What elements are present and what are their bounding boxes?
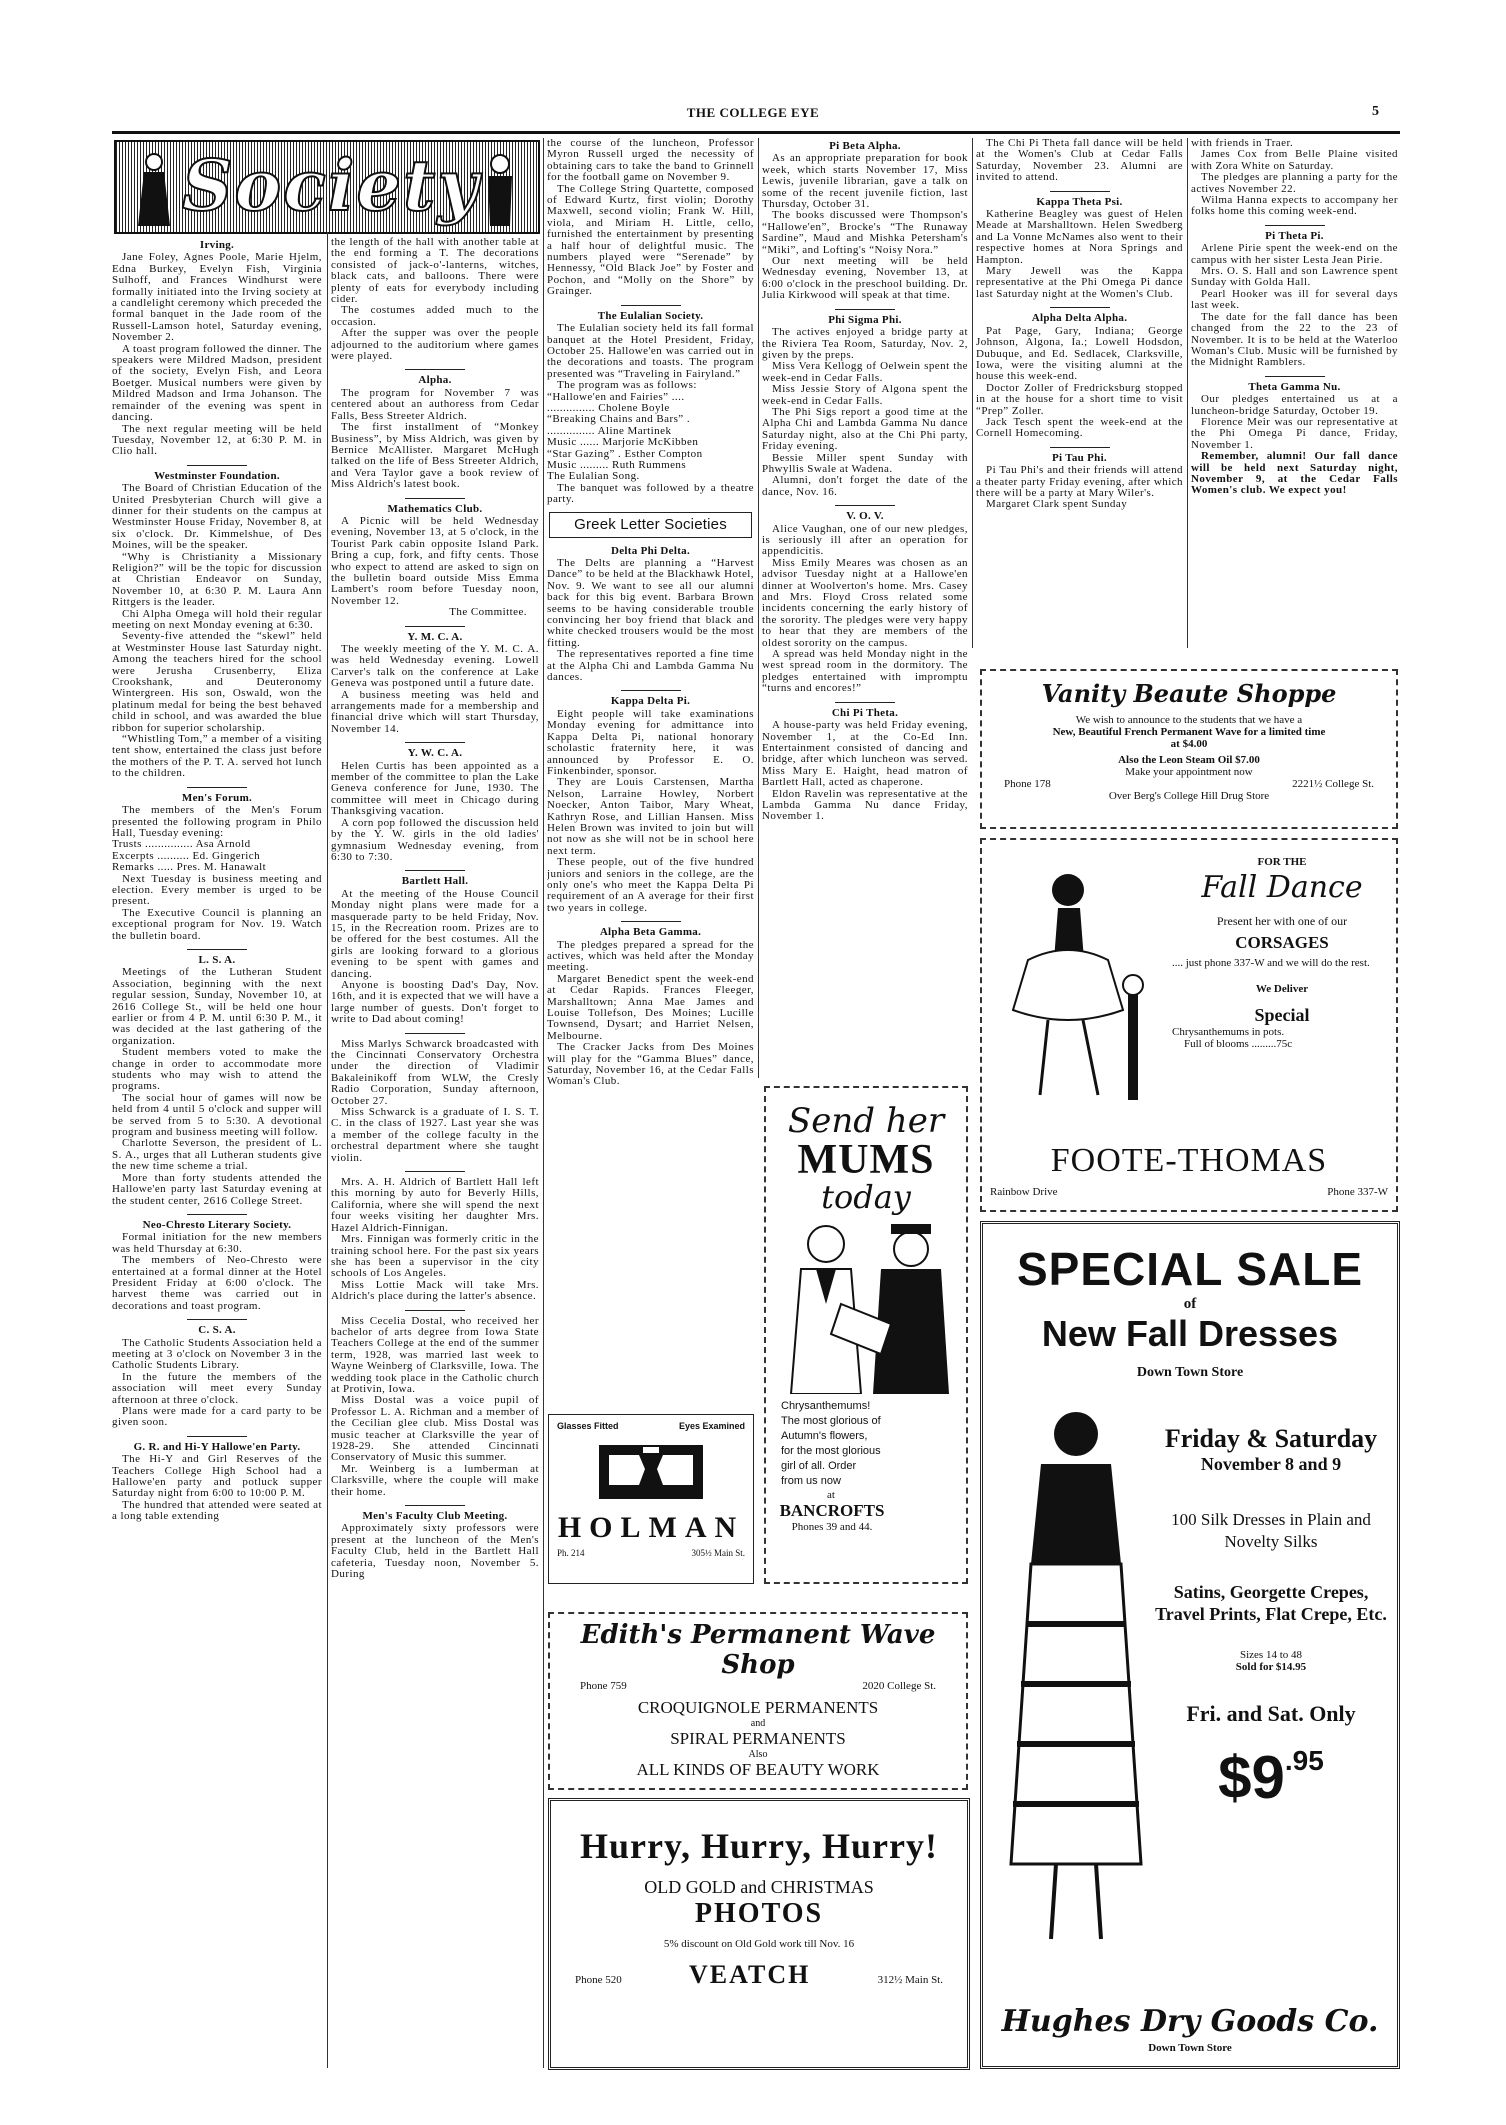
article-paragraph: Eight people will take examinations Monday evening for admittance into Kappa Delta Pi, national honorary scholastic fraternity here, it was announced by Professor E. O. Finkenbinder, sponsor. xyxy=(547,707,754,777)
society-banner xyxy=(114,140,540,234)
veatch-address: 312½ Main St. xyxy=(877,1974,943,1986)
article-paragraph: Next Tuesday is business meeting and election. Every member is urged to be present. xyxy=(112,872,322,908)
article-heading: C. S. A. xyxy=(198,1324,236,1337)
column-2 xyxy=(331,237,539,2069)
article-paragraph: The members of the Men's Forum presented the following program in Philo Hall, Tuesday evening: xyxy=(112,804,322,839)
gentleman-figure-icon xyxy=(480,150,520,228)
program-list-item: ............... Aline Martinek xyxy=(547,424,672,437)
column-divider xyxy=(327,232,328,2068)
bancrofts-today: today xyxy=(821,1178,911,1216)
article-continuation: the course of the luncheon, Professor Myron Russell urged the necessity of obtaining cars to take the band to Grinnell for the football game on November 9. xyxy=(547,138,754,184)
foote-for-the: FOR THE xyxy=(1257,856,1307,868)
article-heading: Neo-Chresto Literary Society. xyxy=(142,1218,292,1231)
program-list-item: Music ...... Marjorie McKibben xyxy=(547,436,699,449)
vanity-ad xyxy=(980,669,1398,829)
article-paragraph: The hundred that attended were seated at a long table extending xyxy=(112,1498,322,1523)
masthead-rule xyxy=(112,131,1400,134)
article-paragraph: Mr. Weinberg is a lumberman at Clarksville, where the couple will make their home. xyxy=(331,1462,539,1498)
vanity-price: at $4.00 xyxy=(1170,738,1208,750)
article-heading: Westminster Foundation. xyxy=(154,469,280,482)
article-heading: V. O. V. xyxy=(846,510,884,523)
page-number: 5 xyxy=(1372,104,1379,119)
article-paragraph: The Executive Council is planning an exceptional program for Nov. 19. Watch the bulletin board. xyxy=(112,906,322,942)
hughes-dates: November 8 and 9 xyxy=(1200,1454,1342,1474)
article-paragraph: Our next meeting will be held Wednesday evening, November 13, at 6:00 o'clock in the preschool building. Dr. Julia Kirkwood will speak at that time. xyxy=(762,255,968,302)
woman-in-dress-illustration xyxy=(1001,1394,1151,1954)
article-divider xyxy=(621,305,681,306)
veatch-discount: 5% discount on Old Gold work till Nov. 16 xyxy=(663,1938,855,1950)
column-6 xyxy=(1191,138,1398,644)
hughes-silk-dresses: 100 Silk Dresses in Plain and Novelty Silks xyxy=(1171,1510,1371,1551)
holman-name: HOLMAN xyxy=(557,1511,745,1544)
program-list-item: Remarks ..... Pres. M. Hanawalt xyxy=(112,861,267,874)
hughes-ad xyxy=(980,1221,1400,2069)
masthead-title: THE COLLEGE EYE xyxy=(686,105,820,120)
article-continuation: the length of the hall with another table at the end forming a T. The decorations consisted of jack-o'-lanterns, witches, black cats, and balloons. There were plenty of eats for everybody including cider. xyxy=(331,237,539,306)
article-paragraph: Mary Jewell was the Kappa representative at the Phi Omega Pi dance last Saturday night at the Women's Club. xyxy=(976,265,1183,300)
program-list xyxy=(112,839,322,873)
ediths-also: Also xyxy=(748,1749,768,1760)
article-paragraph: The pledges prepared a spread for the actives, which was held after the Monday meeting. xyxy=(547,938,754,974)
holman-ad xyxy=(548,1414,754,1584)
program-list-item: Music ......... Ruth Rummens xyxy=(547,458,687,471)
ediths-ad xyxy=(548,1612,968,1790)
article-paragraph: “Whistling Tom,” a member of a visiting tent show, entertained the class just before the mothers of the P. T. A. served hot lunch to the children. xyxy=(112,733,322,780)
bancrofts-mums: MUMS xyxy=(797,1137,935,1183)
article-heading: The Eulalian Society. xyxy=(597,309,704,322)
article-paragraph: Mrs. O. S. Hall and son Lawrence spent Sunday with Golda Hall. xyxy=(1191,265,1398,289)
article-paragraph: The program was as follows: xyxy=(557,379,697,392)
article-heading: Y. W. C. A. xyxy=(407,747,463,760)
foote-address: Rainbow Drive xyxy=(990,1186,1058,1198)
article-paragraph: Miss Marlys Schwarck broadcasted with the Cincinnati Conservatory Orchestra under the direction of Vladimir Bakaleinikoff from WLW, the Cresly Radio Corporation, Sunday afternoon, October 27. xyxy=(331,1037,539,1107)
article-divider xyxy=(1265,376,1325,377)
article-paragraph: Margaret Clark spent Sunday xyxy=(986,498,1128,511)
holman-eyes-examined: Eyes Examined xyxy=(678,1421,745,1431)
article-paragraph: Helen Curtis has been appointed as a member of the committee to plan the Lake Geneva conference for June, 1930. The committee will meet in Chicago during Thanksgiving vacation. xyxy=(331,759,539,818)
dancing-girl-illustration xyxy=(988,860,1168,1110)
article-paragraph: These people, out of the five hundred juniors and seniors in the college, are the only one's who meet the Kappa Delta Pi requirement of an A average for their first two years in college. xyxy=(547,856,754,914)
article-paragraph: The costumes added much to the occasion. xyxy=(331,304,539,328)
article-divider xyxy=(1050,307,1110,308)
article-paragraph: Doctor Zoller of Fredricksburg stopped in at the house for a short time to visit “Prep” Zoller. xyxy=(976,381,1183,417)
article-divider xyxy=(835,309,895,310)
article-divider xyxy=(1265,225,1325,226)
article-divider xyxy=(405,870,465,871)
article-heading: Pi Tau Phi. xyxy=(1052,451,1107,464)
article-paragraph: Mrs. A. H. Aldrich of Bartlett Hall left this morning by auto for Beverly Hills, California, where she will spend the next four weeks visiting her daughter Mrs. Hazel Aldrich-Finnigan. xyxy=(331,1176,539,1234)
article-divider xyxy=(621,921,681,922)
veatch-name: VEATCH xyxy=(689,1960,811,1989)
article-divider xyxy=(405,498,465,499)
article-paragraph: The Eulalian society held its fall formal banquet at the Hotel President, Friday, October 25. Hallowe'en was carried out in the decorations and toasts. The program presented was “Traveling in Fairyland.” xyxy=(547,322,754,380)
article-heading: Kappa Theta Psi. xyxy=(1036,195,1123,208)
article-paragraph: Miss Cecelia Dostal, who received her bachelor of arts degree from Iowa State Teachers College at the end of the summer term, 1928, was married last week to Wayne Weinberg of Clarksville, Iowa. The wedding took place in the Catholic church at Protivin, Iowa. xyxy=(331,1314,539,1395)
article-divider xyxy=(187,1436,247,1437)
article-divider xyxy=(621,690,681,691)
article-paragraph: The actives enjoyed a bridge party at the Riviera Tea Room, Saturday, Nov. 2, given by the preps. xyxy=(762,326,968,361)
ediths-spiral: SPIRAL PERMANENTS xyxy=(670,1729,846,1748)
article-divider xyxy=(187,465,247,466)
article-paragraph: In the future the members of the association will meet every Sunday afternoon at three o'clock. xyxy=(112,1370,322,1406)
article-paragraph: “Why is Christianity a Missionary Religion?” will be the topic for discussion at Christian Endeavor on Sunday, November 10, at 6:30 P. M. Laura Ann Rittgers is the leader. xyxy=(112,550,322,609)
article-paragraph: Approximately sixty professors were present at the luncheon of the Men's Faculty Club, held in the Bartlett Hall cafeteria, Tuesday noon, November 5. During xyxy=(331,1522,539,1581)
article-heading: Alpha Beta Gamma. xyxy=(599,926,702,939)
article-divider xyxy=(405,369,465,370)
bancrofts-phones: Phones 39 and 44. xyxy=(791,1521,873,1533)
program-list-item: Trusts ............... Asa Arnold xyxy=(112,838,251,851)
column-divider xyxy=(758,138,759,1078)
article-paragraph: A spread was held Monday night in the west spread room in the dormitory. The pledges entertained with impromptu “turns and encores!” xyxy=(762,648,968,695)
hughes-special-sale: SPECIAL SALE xyxy=(1017,1243,1363,1295)
article-divider xyxy=(835,505,895,506)
program-list-item: “Breaking Chains and Bars” . xyxy=(547,413,691,426)
article-paragraph: Pat Page, Gary, Indiana; George Johnson, Algona, Ia.; Lowell Hodsdon, Dubuque, and Ed. Sedlacek, Clarksville, Iowa, were the visiting alumni at the house this week-end. xyxy=(976,324,1183,383)
vanity-address: 2221½ College St. xyxy=(1292,778,1374,790)
article-paragraph: Mrs. Finnigan was formerly critic in the training school here. For the past six years she has been a supervisor in the city schools of Los Angeles. xyxy=(331,1233,539,1280)
article-paragraph: The social hour of games will now be held from 4 until 5 o'clock and supper will be served from 5 to 5:30. A devotional program and business meeting will follow. xyxy=(112,1091,322,1139)
ediths-croquignole: CROQUIGNOLE PERMANENTS xyxy=(637,1698,879,1717)
vanity-announce: We wish to announce to the students that we have a xyxy=(1075,714,1303,726)
program-list-item: ............... Cholene Boyle xyxy=(547,401,670,414)
column-4 xyxy=(762,138,968,1078)
article-paragraph: Plans were made for a card party to be given soon. xyxy=(112,1405,322,1429)
article-paragraph: A house-party was held Friday evening, November 1, at the Co-Ed Inn. Entertainment consisted of dancing and bridge, after which luncheon was served. Miss Mary E. Haight, head matron of Bartlett Hall, acted as chaperone. xyxy=(762,719,968,789)
hughes-of: of xyxy=(1183,1296,1197,1312)
article-paragraph: The pledges are planning a party for the actives November 22. xyxy=(1191,171,1398,195)
article-paragraph: Bessie Miller spent Sunday with Phwyllis Swale at Wadena. xyxy=(762,451,968,475)
article-heading: Irving. xyxy=(199,239,235,251)
bancrofts-name: BANCROFTS xyxy=(779,1501,885,1520)
veatch-old-gold: OLD GOLD and CHRISTMAS xyxy=(644,1877,874,1897)
article-paragraph: Chi Alpha Omega will hold their regular meeting on next Monday evening at 6:30. xyxy=(112,607,322,631)
vanity-name: Vanity Beaute Shoppe xyxy=(1041,679,1337,708)
article-divider xyxy=(405,1171,465,1172)
vanity-steam-oil: Also the Leon Steam Oil $7.00 xyxy=(1118,754,1260,766)
article-paragraph: The representatives reported a fine time at the Alpha Chi and Lambda Gamma Nu dances. xyxy=(547,648,754,684)
article-paragraph: Eldon Ravelin was representative at the Lambda Gamma Nu dance Friday, November 1. xyxy=(762,787,968,823)
article-paragraph: Miss Dostal was a voice pupil of Professor L. A. Richman and a member of the Cecilian glee club. Miss Dostal was music teacher at Clarksville the year of 1928-29. She attended Cincinnati Conservatory of Music this summer. xyxy=(331,1394,539,1464)
vanity-permanent: New, Beautiful French Permanent Wave for a limited time xyxy=(1052,726,1326,738)
article-heading: Theta Gamma Nu. xyxy=(1248,380,1341,393)
article-paragraph: Seventy-five attended the “skewl” held at Westminster House last Saturday night. Among the teachers hired for the school were Jerusha Crusenberry, Eliza Crookshank, and Deuteronomy Wintergreen. His son, Oswald, won the platinum medal for being the best behaved child in school, and was awarded the blue ribbon for superior scholarship. xyxy=(112,630,322,734)
article-heading: Men's Forum. xyxy=(181,791,253,804)
foote-present: Present her with one of our xyxy=(1216,914,1348,928)
hughes-sold-for: Sold for $14.95 xyxy=(1235,1661,1307,1673)
vanity-phone: Phone 178 xyxy=(1004,778,1051,790)
article-paragraph: The date for the fall dance has been changed from the 22 to the 23 of November. It is to be held at the Waterloo Woman's Club. Music will be furnished by the Midnight Ramblers. xyxy=(1191,310,1398,369)
article-paragraph: Miss Schwarck is a graduate of I. S. T. C. in the class of 1927. Last year she was a member of the college faculty in the orchestral department where she taught violin. xyxy=(331,1106,539,1164)
article-paragraph: The Cracker Jacks from Des Moines will play for the “Gamma Blues” dance, Saturday, November 16, at the Cedar Falls Woman's Club. xyxy=(547,1041,754,1088)
program-list-item: “Hallowe'en and Fairies” .... xyxy=(547,390,685,403)
veatch-phone: Phone 520 xyxy=(575,1974,622,1986)
article-paragraph: The banquet was followed by a theatre party. xyxy=(547,481,754,506)
hughes-down-town-store: Down Town Store xyxy=(1136,1365,1244,1380)
column-5 xyxy=(976,138,1183,644)
article-paragraph: The Phi Sigs report a good time at the Alpha Chi and Lambda Gamma Nu dance Saturday night, also at the Chi Phi party, Friday evening. xyxy=(762,405,968,453)
bancrofts-at: at xyxy=(827,1489,835,1501)
program-list-item: Excerpts .......... Ed. Gingerich xyxy=(112,849,261,862)
hughes-price-cents: .95 xyxy=(1284,1745,1324,1776)
article-divider xyxy=(187,1214,247,1215)
vanity-location: Over Berg's College Hill Drug Store xyxy=(1108,790,1270,802)
article-paragraph: The program for November 7 was centered about an authoress from Cedar Falls, Bess Streeter Aldrich. xyxy=(331,386,539,422)
article-paragraph: Our pledges entertained us at a luncheon-bridge Saturday, October 19. xyxy=(1191,393,1398,417)
article-heading: Men's Faculty Club Meeting. xyxy=(362,1510,508,1523)
article-paragraph: The books discussed were Thompson's “Hallowe'en”, Brocke's “The Runaway Sardine”, Maud and Mishka Petersham's “Miki”, and Lofting's “Noisy Nora.” xyxy=(762,209,968,256)
article-paragraph: Meetings of the Lutheran Student Association, beginning with the next regular session, Sunday, November 10, at 2616 College St., will be held one hour earlier or from 4 P. M. until 6:30 P. M., it was decided at the last gathering of the organization. xyxy=(112,966,322,1047)
vanity-appointment: Make your appointment now xyxy=(1125,766,1253,778)
section-heading-box: Greek Letter Societies xyxy=(549,512,752,538)
ediths-and: and xyxy=(750,1718,766,1729)
article-continuation: with friends in Traer. xyxy=(1191,138,1294,149)
article-paragraph: The first installment of “Monkey Business”, by Miss Aldrich, was given by Bernice McAllister. Margaret McHugh talked on the life of Bess Streeter Aldrich, and Vera Taylor gave a book review of Miss Aldrich's latest book. xyxy=(331,421,539,491)
article-signature: The Committee. xyxy=(449,606,527,619)
ediths-address: 2020 College St. xyxy=(862,1680,936,1692)
article-paragraph: A corn pop followed the discussion held by the Y. W. girls in the old ladies' gymnasium Wednesday evening, from 6:30 to 7:30. xyxy=(331,816,539,863)
ediths-name: Edith's Permanent Wave Shop xyxy=(580,1620,936,1680)
article-paragraph: James Cox from Belle Plaine visited with Zora White on Saturday. xyxy=(1191,148,1398,172)
hughes-new-fall-dresses: New Fall Dresses xyxy=(1041,1313,1339,1354)
article-heading: Kappa Delta Pi. xyxy=(610,695,691,708)
article-paragraph: They are Louis Carstensen, Martha Nelson, Larraine Howley, Norbert Noecker, Anton Taibor, Mary Wheat, Kathryn Rose, and Lillian Hansen. Miss Helen Brown was invited to join but will not now as she will not be in school here next term. xyxy=(547,776,754,857)
foote-phone-line: .... just phone 337-W and we will do the rest. xyxy=(1172,957,1370,969)
article-heading: Delta Phi Delta. xyxy=(610,544,691,557)
article-paragraph: The Hi-Y and Girl Reserves of the Teachers College High School had a Hallowe'en party and potluck supper Saturday night from 6:00 to 10:00 P. M. xyxy=(112,1453,322,1500)
article-divider xyxy=(835,702,895,703)
hughes-fri-sat-only: Fri. and Sat. Only xyxy=(1186,1701,1356,1726)
article-paragraph: After the supper was over the people adjourned to the auditorium where games were played. xyxy=(331,327,539,363)
article-paragraph: The Catholic Students Association held a meeting at 3 o'clock on November 3 in the Catholic Students Library. xyxy=(112,1336,322,1372)
article-paragraph: Pi Tau Phi's and their friends will attend a theater party Friday evening, after which there will be a party at Mary Wiler's. xyxy=(976,464,1183,499)
hughes-name: Hughes Dry Goods Co. xyxy=(1001,2004,1379,2039)
society-banner-title: Society xyxy=(182,144,480,227)
veatch-ad xyxy=(548,1798,970,2070)
foote-deliver: We Deliver xyxy=(1255,983,1309,995)
foote-special: Special xyxy=(1254,1005,1310,1025)
article-heading: Phi Sigma Phi. xyxy=(828,313,902,326)
article-paragraph: As an appropriate preparation for book week, which starts November 17, Miss Lewis, juvenile librarian, gave a talk on some of the recent juvenile fiction, last Thursday, October 31. xyxy=(762,152,968,211)
veatch-photos: PHOTOS xyxy=(694,1898,824,1929)
article-paragraph: Miss Lottie Mack will take Mrs. Aldrich's place during the latter's absence. xyxy=(331,1278,539,1303)
bancrofts-send-her: Send her xyxy=(787,1101,945,1141)
article-paragraph: Charlotte Severson, the president of L. S. A., urges that all Lutheran students give the new time scheme a trial. xyxy=(112,1137,322,1173)
article-divider xyxy=(187,787,247,788)
article-paragraph: Arlene Pirie spent the week-end on the campus with her sister Lesta Jean Pirie. xyxy=(1191,242,1398,266)
article-paragraph: Jane Foley, Agnes Poole, Marie Hjelm, Edna Burkey, Evelyn Fish, Virginia Sulhoff, and Frances Windhurst were formally initiated into the Irving society at a candlelight ceremony which preceded the formal banquet in the Jade room of the Russell-Lamson hotel, Saturday evening, November 2. xyxy=(112,251,322,344)
foote-corsages: CORSAGES xyxy=(1235,933,1329,952)
article-paragraph: The next regular meeting will be held Tuesday, November 12, at 6:30 P. M. in Clio hall. xyxy=(112,422,322,458)
article-paragraph: The College String Quartette, composed of Edward Kurtz, first violin; Dorothy Maxwell, second violin; Frank W. Hill, viola, and Miriam H. Little, cello, furnished the entertainment by presenting a half hour of delightful music. The numbers played were “Serenade” by Hennessy, “Old Black Joe” by Foster and Pochon, and “Molly on the Shore” by Grainger. xyxy=(547,182,754,298)
men-with-flowers-illustration xyxy=(771,1214,961,1394)
article-paragraph: Florence Meir was our representative at the Phi Omega Pi dance, Friday, November 1. xyxy=(1191,415,1398,451)
article-heading: Pi Beta Alpha. xyxy=(829,140,901,152)
column-divider xyxy=(543,138,544,2068)
article-paragraph: Margaret Benedict spent the week-end at Cedar Rapids. Frances Fleeger, Marshalltown; Anna Mae James and Louise Tollefson, Des Moines; Lucille Townsend, Dysart; and Harriet Nelsen, Melbourne. xyxy=(547,972,754,1042)
hughes-down-town-store-footer: Down Town Store xyxy=(1148,2042,1232,2054)
article-paragraph: Miss Emily Meares was chosen as an advisor Tuesday night at a Hallowe'en dinner at Woolverton's home. Mrs. Casey and Mrs. Floyd Cross related some incidents concerning the early history of the sorority. The pledges were very happy to hear that they are members of the oldest sorority on the campus. xyxy=(762,556,968,649)
ediths-phone: Phone 759 xyxy=(580,1680,627,1692)
column-divider xyxy=(1187,138,1188,648)
ediths-beauty-work: ALL KINDS OF BEAUTY WORK xyxy=(636,1760,880,1779)
article-paragraph: The Chi Pi Theta fall dance will be held at the Women's Club at Cedar Falls Saturday, November 23. Alumni are invited to attend. xyxy=(976,138,1183,184)
article-paragraph: More than forty students attended the Hallowe'en party last Saturday evening at the student center, 2616 College Street. xyxy=(112,1171,322,1207)
program-list-item: The Eulalian Song. xyxy=(547,470,640,483)
article-paragraph: Student members voted to make the change in order to accommodate more students who may wish to attend the programs. xyxy=(112,1046,322,1093)
article-paragraph: Alice Vaughan, one of our new pledges, is seriously ill after an operation for appendicitis. xyxy=(762,522,968,558)
article-divider xyxy=(187,1319,247,1320)
foote-fall-dance: Fall Dance xyxy=(1201,870,1363,905)
article-heading: Alpha Delta Alpha. xyxy=(1031,312,1128,325)
article-paragraph: A business meeting was held and arrangements made for a membership and financial drive which will start Thursday, November 14. xyxy=(331,688,539,735)
article-paragraph: The Board of Christian Education of the United Presbyterian Church will give a dinner for their students on the campus at Westminster House Friday, November 8, at six o'clock. Dr. Kimmelshue, of Des Moines, will be the speaker. xyxy=(112,482,322,552)
article-heading: G. R. and Hi-Y Hallowe'en Party. xyxy=(133,1440,301,1453)
column-1 xyxy=(112,237,322,2069)
program-list-item: “Star Gazing” . Esther Compton xyxy=(547,447,703,460)
article-paragraph: The weekly meeting of the Y. M. C. A. was held Wednesday evening. Lowell Carver's talk on the conference at Lake Geneva was postponed until a future date. xyxy=(331,643,539,690)
article-heading: Chi Pi Theta. xyxy=(831,706,899,719)
article-heading: L. S. A. xyxy=(198,953,236,966)
foote-name: FOOTE-THOMAS xyxy=(1050,1142,1328,1179)
article-heading: Mathematics Club. xyxy=(387,502,483,515)
article-paragraph: Formal initiation for the new members was held Thursday at 6:30. xyxy=(112,1231,322,1255)
article-paragraph: Miss Jessie Story of Algona spent the week-end in Cedar Falls. xyxy=(762,383,968,407)
article-divider xyxy=(405,742,465,743)
holman-address: 305½ Main St. xyxy=(691,1548,745,1558)
foote-chrysanthemums: Chrysanthemums in pots. xyxy=(1172,1026,1285,1038)
hughes-price-dollars: $9 xyxy=(1218,1744,1285,1811)
article-paragraph: The Delts are planning a “Harvest Dance” to be held at the Blackhawk Hotel, Nov. 9. We want to see all our alumni back for this big event. Barbara Brown seems to be having considerable trouble convincing her boy friend that black and white checked trousers would be the most fitting. xyxy=(547,557,754,649)
article-paragraph: Katherine Beagley was guest of Helen Meade at Marshalltown. Helen Swedberg and La Vonne McNames also went to their respective homes at Nora Springs and Hampton. xyxy=(976,208,1183,266)
hughes-sizes: Sizes 14 to 48 xyxy=(1239,1649,1303,1661)
article-divider xyxy=(405,1310,465,1311)
foote-thomas-ad xyxy=(980,838,1398,1212)
article-paragraph: Miss Vera Kellogg of Oelwein spent the week-end in Cedar Falls. xyxy=(762,360,968,384)
article-heading: Alpha. xyxy=(418,374,452,387)
foote-phone: Phone 337-W xyxy=(1327,1186,1388,1198)
program-list xyxy=(547,392,754,483)
article-divider xyxy=(187,949,247,950)
article-paragraph: The members of Neo-Chresto were entertained at a formal dinner at the Hotel President Friday at 6:00 o'clock. The harvest theme was carried out in decorations and toast program. xyxy=(112,1254,322,1312)
article-paragraph: Anyone is boosting Dad's Day, Nov. 16th, and it is expected that we will have a large number of guests. Don't forget to write to Dad about coming! xyxy=(331,978,539,1026)
bancrofts-ad xyxy=(764,1086,968,1584)
holman-glasses-fitted: Glasses Fitted xyxy=(557,1421,619,1431)
article-divider xyxy=(1050,191,1110,192)
article-paragraph: At the meeting of the House Council Monday night plans were made for a masquerade party to be held Friday, Nov. 15, in the Recreation room. Prizes are to be offered for the best costumes. All the girls are looking forward to a glorious evening to be spent with games and dancing. xyxy=(331,887,539,980)
article-divider xyxy=(405,626,465,627)
article-divider xyxy=(1050,447,1110,448)
article-paragraph: Remember, alumni! Our fall dance will be held next Saturday night, November 9, at the Cedar Falls Women's club. We expect you! xyxy=(1191,450,1398,497)
article-paragraph: Alumni, don't forget the date of the dance, Nov. 16. xyxy=(762,474,968,498)
bancrofts-body: Chrysanthemums! The most glorious of Autumn's flowers, for the most glorious girl of all. Order from us now xyxy=(781,1400,881,1487)
article-divider xyxy=(405,1505,465,1506)
lady-figure-icon xyxy=(134,150,174,228)
column-3 xyxy=(547,138,754,1406)
holman-phone: Ph. 214 xyxy=(557,1548,585,1558)
article-heading: Bartlett Hall. xyxy=(401,875,469,888)
article-heading: Pi Theta Pi. xyxy=(1265,229,1324,242)
article-paragraph: A Picnic will be held Wednesday evening, November 13, at 5 o'clock, in the Tourist Park cabin opposite Island Park. Bring a cup, fork, and fifty cents. Those who expect to attend are asked to sign on the bulletin board outside Miss Emma Lambert's room before Tuesday noon, November 12. xyxy=(331,514,539,607)
article-paragraph: Wilma Hanna expects to accompany her folks home this coming week-end. xyxy=(1191,194,1398,218)
veatch-headline: Hurry, Hurry, Hurry! xyxy=(580,1826,938,1866)
article-paragraph: Pearl Hooker was ill for several days last week. xyxy=(1191,287,1398,312)
article-paragraph: Jack Tesch spent the week-end at the Cornell Homecoming. xyxy=(976,415,1183,440)
column-divider xyxy=(972,138,973,648)
hughes-days: Friday & Saturday xyxy=(1164,1424,1378,1453)
article-heading: Y. M. C. A. xyxy=(407,630,463,643)
foote-full-of-blooms: Full of blooms .........75c xyxy=(1184,1038,1293,1050)
hughes-fabrics: Satins, Georgette Crepes, Travel Prints, Flat Crepe, Etc. xyxy=(1155,1582,1387,1624)
eyeglasses-icon xyxy=(591,1437,711,1507)
article-paragraph: A toast program followed the dinner. The speakers were Mildred Madson, president of the society, Evelyn Fish, and Leora Boetger. Musical numbers were given by Mildred Madson and Irma Johanson. The remainder of the evening was spent in dancing. xyxy=(112,342,322,424)
article-divider xyxy=(405,1033,465,1034)
